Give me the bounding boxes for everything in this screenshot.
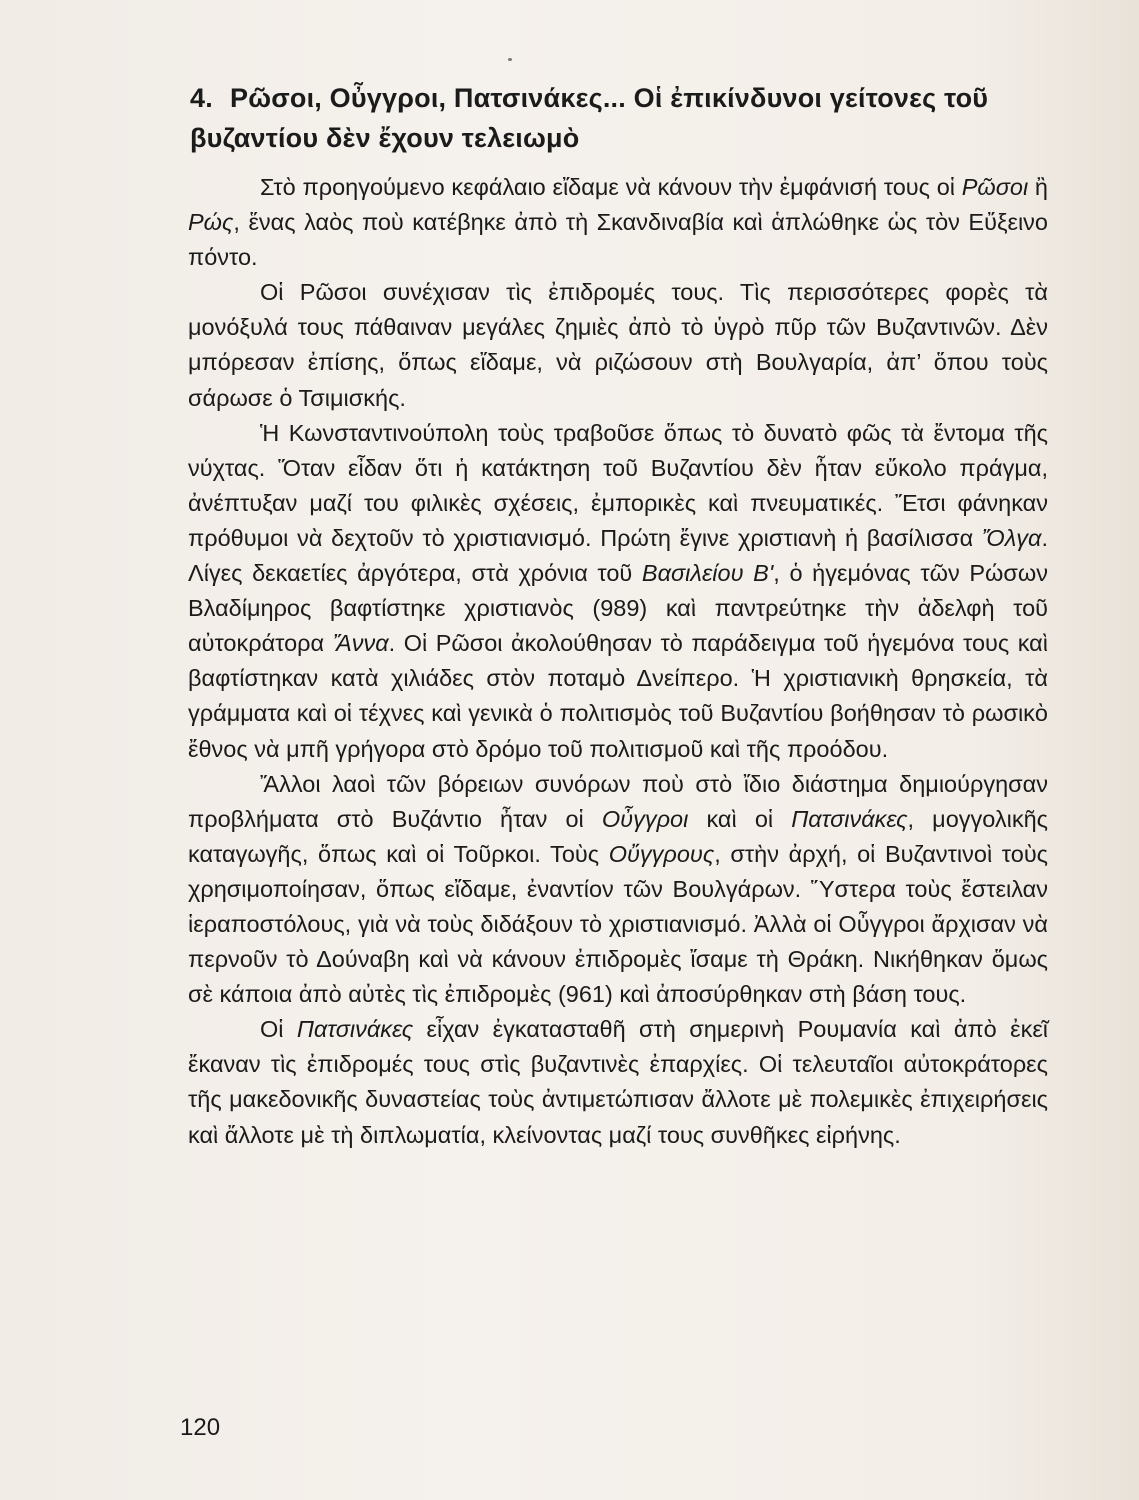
- italic-term: Οὖγγροι: [601, 805, 689, 832]
- text-run: καὶ οἱ: [688, 805, 792, 832]
- italic-term: Πατσινάκες: [296, 1016, 414, 1043]
- paragraph: [188, 170, 1048, 275]
- italic-term: Ρώς: [188, 209, 234, 236]
- chapter-number: 4.: [190, 83, 213, 113]
- italic-term: Ρῶσοι: [961, 174, 1029, 200]
- italic-term: Ἄννα: [332, 630, 389, 657]
- paragraph: [188, 416, 1048, 767]
- text-run: , μογγολικῆς καταγωγῆς, ὅπως καὶ οἱ Τοῦρκοι. Τοὺς: [188, 805, 1049, 867]
- chapter-heading: [190, 78, 1062, 158]
- text-run: Ἄλλοι λαοὶ τῶν βόρειων συνόρων ποὺ στὸ ἴδιο διάστημα δημιούργησαν προβλήματα στὸ Βυζάντιο ἦταν οἱ: [188, 770, 1048, 832]
- text-run: Οἱ: [260, 1016, 297, 1043]
- paragraph: [188, 767, 1048, 1013]
- text-run: Οἱ Ρῶσοι συνέχισαν τὶς ἐπιδρομές τους. Τὶς περισσότερες φορὲς τὰ μονόξυλά τους πάθαιναν μεγάλες ζημιὲς ἀπὸ τὸ ὑγρὸ πῦρ τῶν Βυζαντινῶν. Δὲν μπόρεσαν ἐπίσης, ὅπως εἴδαμε, νὰ ριζώσουν στὴ Βουλγαρία, ἀπ’ ὅπου τοὺς σάρωσε ὁ Τσιμισκής.: [188, 279, 1048, 411]
- paragraph: [188, 1012, 1048, 1152]
- text-run: . Οἱ Ρῶσοι ἀκολούθησαν τὸ παράδειγμα τοῦ ἡγεμόνα τους καὶ βαφτίστηκαν κατὰ χιλιάδες στὸν ποταμὸ Δνείπερο. Ἡ χριστιανικὴ θρησκεία, τὰ γράμματα καὶ οἱ τέχνες καὶ γενικὰ ὁ πολιτισμὸς τοῦ Βυζαντίου βοήθησαν τὸ ρωσικὸ ἔθνος νὰ μπῆ γρήγορα στὸ δρόμο τοῦ πολιτισμοῦ καὶ τῆς προόδου.: [188, 630, 1048, 762]
- paragraph: [188, 275, 1048, 415]
- text-run: Ἡ Κωνσταντινούπολη τοὺς τραβοῦσε ὅπως τὸ δυνατὸ φῶς τὰ ἔντομα τῆς νύχτας. Ὅταν εἶδαν ὅτι ἡ κατάκτηση τοῦ Βυζαντίου δὲν ἦταν εὔκολο πράγμα, ἀνέπτυξαν μαζί του φιλικὲς σχέσεις, ἐμπορικὲς καὶ πνευματικές. Ἔτσι φάνηκαν πρόθυμοι νὰ δεχτοῦν τὸ χριστιανισμό. Πρώτη ἔγινε χριστιανὴ ἡ βασίλισσα: [188, 419, 1048, 551]
- italic-term: Πατσινάκες: [791, 805, 908, 832]
- page-number: 120: [180, 1414, 221, 1441]
- italic-term: Βασιλείου Β': [641, 560, 774, 587]
- text-run: Στὸ προηγούμενο κεφάλαιο εἴδαμε νὰ κάνουν τὴν ἐμφάνισή τους οἱ: [260, 174, 962, 200]
- body-text: [188, 170, 1048, 1153]
- text-run: εἶχαν ἐγκατασταθῆ στὴ σημερινὴ Ρουμανία καὶ ἀπὸ ἐκεῖ ἔκαναν τὶς ἐπιδρομές τους στὶς βυζαντινὲς ἐπαρχίες. Οἱ τελευταῖοι αὐτοκράτορες τῆς μακεδονικῆς δυναστείας τοὺς ἀντιμετώπισαν ἄλλοτε μὲ πολεμικὲς ἐπιχειρήσεις καὶ ἄλλοτε μὲ τὴ διπλωματία, κλείνοντας μαζί τους συνθῆκες εἰρήνης.: [188, 1016, 1049, 1148]
- chapter-title: Ρῶσοι, Οὖγγροι, Πατσινάκες... Οἱ ἐπικίνδυνοι γείτονες τοῦ βυζαντίου δὲν ἔχουν τελειωμὸ: [190, 83, 989, 153]
- italic-term: Ὄλγα: [981, 524, 1042, 551]
- print-speck: [508, 58, 512, 61]
- text-run: , στὴν ἀρχή, οἱ Βυζαντινοὶ τοὺς χρησιμοποίησαν, ὅπως εἴδαμε, ἐναντίον τῶν Βουλγάρων. Ὕστερα τοὺς ἔστειλαν ἱεραποστόλους, γιὰ νὰ τοὺς διδάξουν τὸ χριστιανισμό. Ἀλλὰ οἱ Οὖγγροι ἄρχισαν νὰ περνοῦν τὸ Δούναβη καὶ νὰ κάνουν ἐπιδρομὲς ἴσαμε τὴ Θράκη. Νικήθηκαν ὅμως σὲ κάποια ἀπὸ αὐτὲς τὶς ἐπιδρομὲς (961) καὶ ἀποσύρθηκαν στὴ βάση τους.: [188, 840, 1048, 1008]
- text-run: ἢ: [1028, 174, 1048, 200]
- text-run: , ἕνας λαὸς ποὺ κατέβηκε ἀπὸ τὴ Σκανδιναβία καὶ ἁπλώθηκε ὡς τὸν Εὔξεινο πόντο.: [188, 209, 1048, 271]
- text-run: . Λίγες δεκαετίες ἀργότερα, στὰ χρόνια τοῦ: [188, 524, 1048, 587]
- italic-term: Οὔγγρους: [608, 840, 715, 867]
- text-run: , ὁ ἡγεμόνας τῶν Ρώσων Βλαδίμηρος βαφτίστηκε χριστιανὸς (989) καὶ παντρεύτηκε τὴν ἀδελφὴ τοῦ αὐτοκράτορα: [188, 560, 1048, 657]
